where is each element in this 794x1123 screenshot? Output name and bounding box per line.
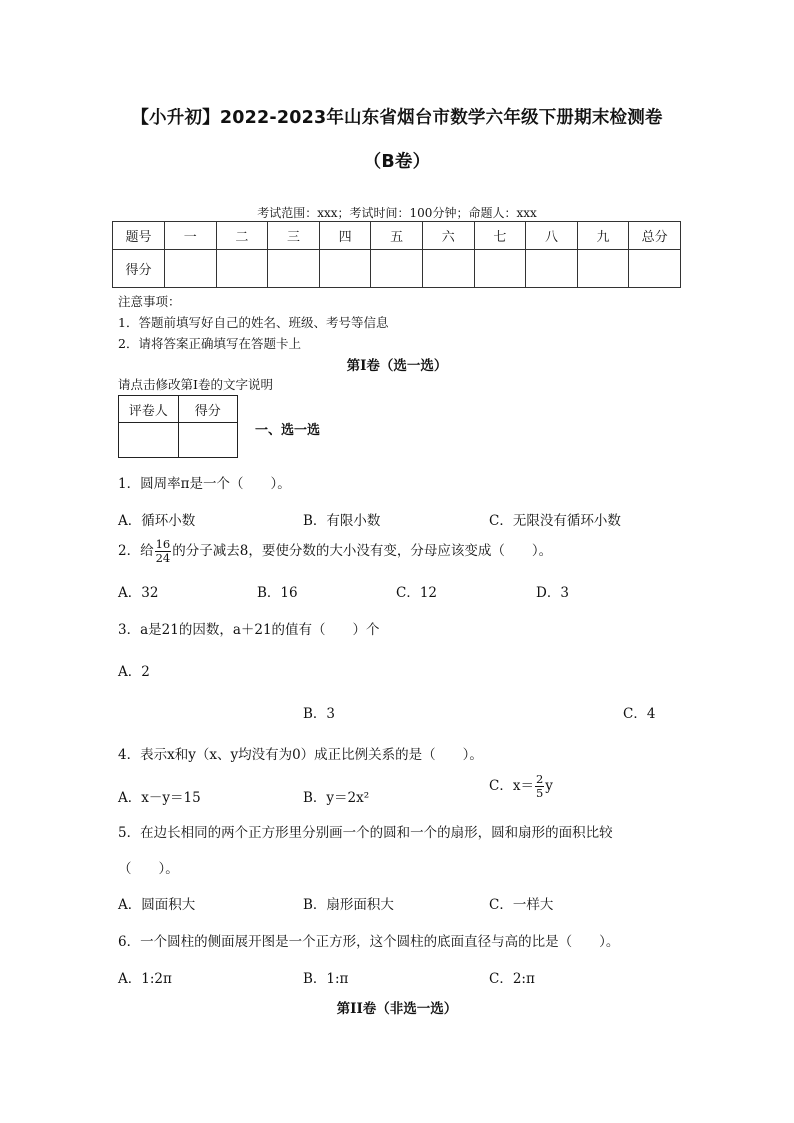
option-a[interactable]: A．圆面积大 xyxy=(118,897,196,913)
option-c[interactable]: C．无限没有循环小数 xyxy=(489,513,621,529)
option-b[interactable]: B．扇形面积大 xyxy=(303,897,394,913)
option-a[interactable]: A．32 xyxy=(118,585,159,601)
grader-header: 评卷人 xyxy=(119,396,179,423)
option-c-prefix: C．x＝ xyxy=(489,778,534,794)
note-item: 2．请将答案正确填写在答题卡上 xyxy=(118,336,301,351)
score-table-score-row xyxy=(113,250,681,288)
fraction-numerator: 16 xyxy=(155,537,171,551)
score-entry-cell[interactable] xyxy=(371,250,423,288)
stem-suffix: 的分子减去8，要使分数的大小没有变，分母应该变成（ ）。 xyxy=(172,543,553,559)
score-table xyxy=(112,221,681,288)
option-b[interactable]: B．16 xyxy=(257,585,298,601)
score-entry-cell[interactable] xyxy=(268,250,320,288)
section-label: 一、选一选 xyxy=(255,423,321,438)
question-stem xyxy=(118,538,552,565)
option-c[interactable] xyxy=(489,773,553,800)
notes-heading: 注意事项： xyxy=(118,294,181,309)
score-header-cell: 五 xyxy=(371,222,423,250)
score-entry-cell[interactable] xyxy=(422,250,474,288)
page-title: 【小升初】2022-2023年山东省烟台市数学六年级下册期末检测卷 xyxy=(131,108,663,128)
score-header-cell: 三 xyxy=(268,222,320,250)
option-c[interactable]: C．12 xyxy=(396,585,438,601)
score-entry-cell[interactable] xyxy=(629,250,681,288)
score-header-cell: 九 xyxy=(577,222,629,250)
part2-title: 第II卷（非选一选） xyxy=(336,1001,458,1017)
option-b[interactable]: B．有限小数 xyxy=(303,513,381,529)
question-stem: 1．圆周率π是一个（ ）。 xyxy=(118,476,291,492)
grader-score-header: 得分 xyxy=(178,396,238,423)
question-stem: 4．表示x和y（x、y均没有为0）成正比例关系的是（ ）。 xyxy=(118,747,483,763)
score-entry-cell[interactable] xyxy=(216,250,268,288)
score-header-cell: 八 xyxy=(526,222,578,250)
score-header-cell: 总分 xyxy=(629,222,681,250)
option-c[interactable]: C．2:π xyxy=(489,971,535,987)
note-item: 1．答题前填写好自己的姓名、班级、考号等信息 xyxy=(118,315,389,330)
score-entry-cell[interactable] xyxy=(526,250,578,288)
question-stem: 5．在边长相同的两个正方形里分别画一个的圆和一个的扇形，圆和扇形的面积比较 xyxy=(118,825,613,841)
grader-entry-cell[interactable] xyxy=(119,423,179,458)
score-entry-cell[interactable] xyxy=(577,250,629,288)
score-header-cell: 二 xyxy=(216,222,268,250)
score-header-cell: 一 xyxy=(165,222,217,250)
question-stem: 3．a是21的因数，a＋21的值有（ ）个 xyxy=(118,622,380,638)
option-b[interactable]: B．y＝2x² xyxy=(303,790,370,806)
question-stem-continued: （ ）。 xyxy=(118,861,179,877)
score-header-cell: 题号 xyxy=(113,222,165,250)
score-entry-cell[interactable] xyxy=(474,250,526,288)
page-subtitle: （B卷） xyxy=(363,152,431,172)
score-row-label: 得分 xyxy=(113,250,165,288)
option-a[interactable]: A．2 xyxy=(118,664,150,680)
exam-info: 考试范围：xxx；考试时间：100分钟；命题人：xxx xyxy=(257,206,537,220)
option-a[interactable]: A．1:2π xyxy=(118,971,172,987)
option-a[interactable]: A．循环小数 xyxy=(118,513,196,529)
stem-prefix: 2．给 xyxy=(118,543,154,559)
score-header-cell: 六 xyxy=(422,222,474,250)
score-entry-cell[interactable] xyxy=(165,250,217,288)
option-c[interactable]: C．一样大 xyxy=(489,897,554,913)
fraction-denominator: 5 xyxy=(535,786,544,800)
score-table-header-row xyxy=(113,222,681,250)
grader-table xyxy=(118,395,238,458)
question-stem: 6．一个圆柱的侧面展开图是一个正方形，这个圆柱的底面直径与高的比是（ ）。 xyxy=(118,934,620,950)
option-b[interactable]: B．1:π xyxy=(303,971,349,987)
part1-instruction[interactable]: 请点击修改第I卷的文字说明 xyxy=(118,377,273,392)
score-header-cell: 四 xyxy=(319,222,371,250)
score-entry-cell[interactable] xyxy=(319,250,371,288)
fraction xyxy=(535,773,544,800)
option-b[interactable]: B．3 xyxy=(303,706,336,722)
fraction-numerator: 2 xyxy=(535,772,544,786)
option-a[interactable]: A．x－y＝15 xyxy=(118,790,201,806)
option-c-suffix: y xyxy=(545,778,553,794)
score-header-cell: 七 xyxy=(474,222,526,250)
part1-title: 第I卷（选一选） xyxy=(346,358,448,374)
fraction xyxy=(155,538,172,565)
fraction-denominator: 24 xyxy=(155,551,171,565)
option-d[interactable]: D．3 xyxy=(536,585,569,601)
grader-score-cell[interactable] xyxy=(178,423,238,458)
option-c[interactable]: C．4 xyxy=(623,706,656,722)
